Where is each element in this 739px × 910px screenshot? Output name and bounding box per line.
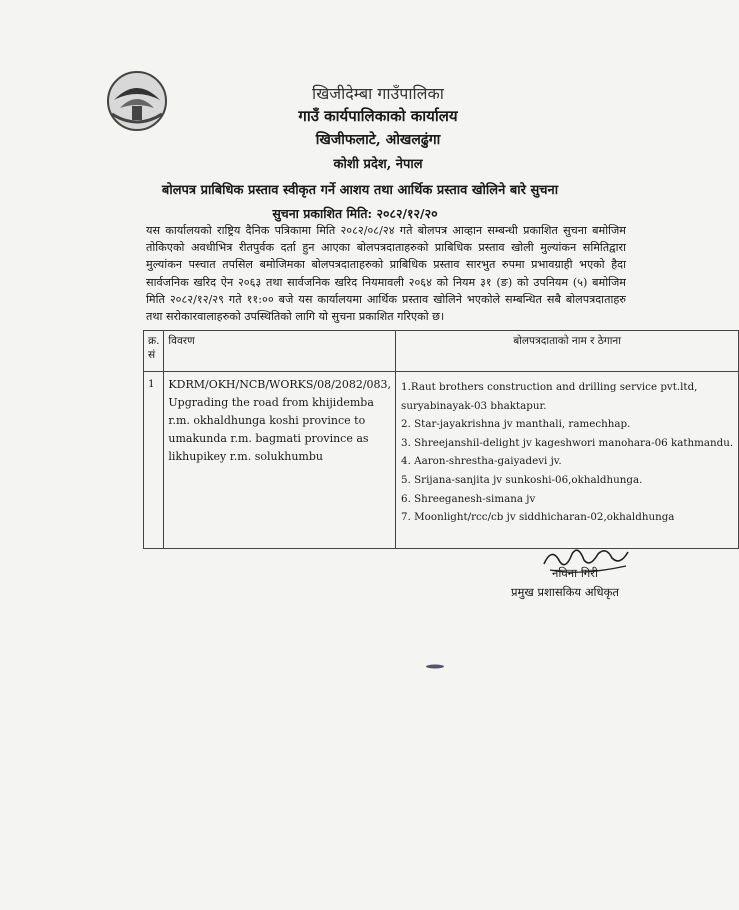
bidders-table: [143, 330, 739, 549]
bidder-item: 6. Shreeganesh-simana jv: [401, 492, 536, 505]
notice-body: यस कार्यालयको राष्ट्रिय दैनिक पत्रिकामा मिति २०८२/०८/२४ गते बोलपत्र आव्हान सम्बन्धी प्रकाशित सुचना बमोजिम तोकिएको अवधीभित्र रीतपुर्वक दर्ता हुन आएका बोलपत्रदाताहरुको प्राबिधिक प्रस्ताव खोली मुल्यांकन समितिद्वारा मुल्यांकन पस्चात तपसिल बमोजिमका बोलपत्रदाताहरुको प्राबिधिक प्रस्ताव सारभुत रुपमा प्रभावग्राही भएको हैदा सार्वजनिक खरिद ऐन २०६३ तथा सार्वजनिक खरिद नियमावली २०६४ को नियम ३१ (ङ) को उपनियम (५) बमोजिम मिति २०८२/१२/२९ गते ११:०० बजे यस कार्यालयमा आर्थिक प्रस्ताव खोलिने भएकोले सम्बन्धित सबै बोलपत्रदाताहरु तथा सरोकारवालाहरुको उपस्थितिको लागि यो सुचना प्रकाशित गरिएको छ।: [146, 224, 626, 324]
bidder-item: 1.Raut brothers construction and drilling service pvt.ltd, suryabinayak-03 bhaktapur.: [401, 381, 698, 412]
ink-smudge: [425, 664, 445, 669]
column-header-description: विवरण: [164, 331, 396, 372]
bidder-item: 3. Shreejanshil-delight jv kageshwori manohara-06 kathmandu.: [401, 436, 734, 449]
table-row: [144, 372, 739, 549]
notice-subject: बोलपत्र प्राबिधिक प्रस्ताव स्वीकृत गर्ने आशय तथा आर्थिक प्रस्ताव खोलिने बारे सुचना: [161, 183, 559, 198]
row-serial-number: 1: [144, 372, 164, 549]
signatory-name: नविना गिरी: [552, 566, 598, 580]
bidder-item: 5. Srijana-sanjita jv sunkoshi-06,okhaldhunga.: [401, 473, 643, 486]
notice-published-date: सुचना प्रकाशित मिति: २०८२/१२/२०: [272, 206, 438, 221]
municipality-name: खिजीदेम्बा गाउँपालिका: [312, 84, 444, 103]
column-header-sn: क्र. सं: [144, 331, 164, 372]
office-address: खिजीफलाटे, ओखलढुंगा: [315, 132, 441, 148]
office-name: गाउँ कार्यपालिकाको कार्यालय: [298, 107, 458, 125]
province-name: कोशी प्रदेश, नेपाल: [333, 157, 423, 172]
row-bidders-list: [396, 372, 739, 549]
column-header-bidders: बोलपत्रदाताको नाम र ठेगाना: [396, 331, 739, 372]
signatory-title: प्रमुख प्रशासकिय अधिकृत: [511, 585, 619, 599]
row-description: KDRM/OKH/NCB/WORKS/08/2082/083, Upgrading the road from khijidemba r.m. okhaldhunga koshi province to umakunda r.m. bagmati province as likhupikey r.m. solukhumbu: [164, 372, 396, 549]
bidder-item: 4. Aaron-shrestha-gaiyadevi jv.: [401, 455, 562, 468]
table-header-row: [144, 331, 739, 372]
bidder-item: 7. Moonlight/rcc/cb jv siddhicharan-02,okhaldhunga: [401, 511, 675, 524]
bidder-item: 2. Star-jayakrishna jv manthali, ramechhap.: [401, 418, 631, 431]
